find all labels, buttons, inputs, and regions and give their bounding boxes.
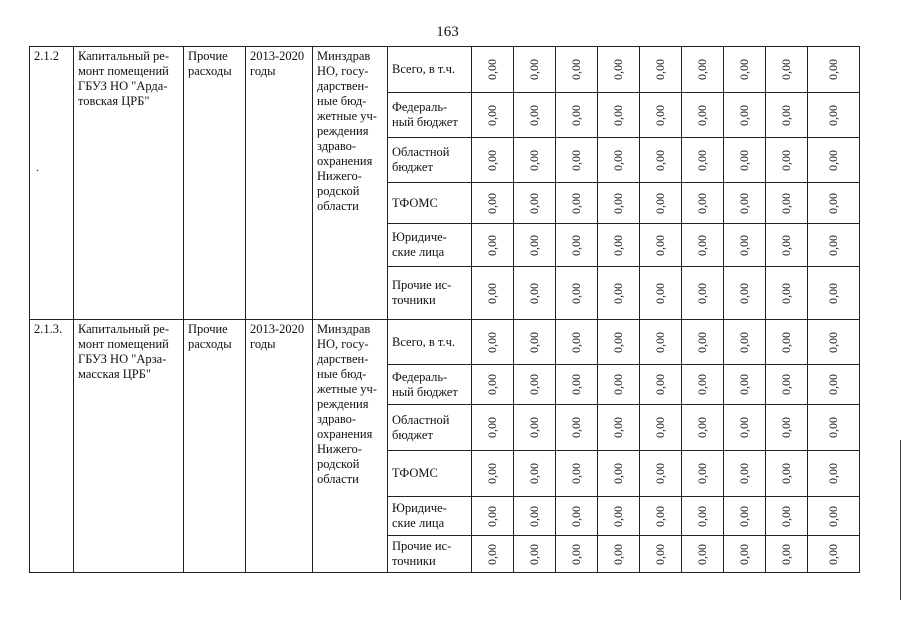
value-text: 0,00 xyxy=(611,463,625,484)
value-cell xyxy=(682,183,724,224)
stray-mark: . xyxy=(36,160,39,174)
value-text: 0,00 xyxy=(653,417,667,438)
value-text: 0,00 xyxy=(737,463,751,484)
value-text: 0,00 xyxy=(779,149,793,171)
value-cell xyxy=(808,451,860,497)
value-text: 0,00 xyxy=(826,192,840,214)
value-cell xyxy=(556,183,598,224)
value-text: 0,00 xyxy=(826,543,840,565)
value-text: 0,00 xyxy=(826,234,840,256)
value-text: 0,00 xyxy=(569,463,583,484)
value-cell xyxy=(556,138,598,183)
value-text: 0,00 xyxy=(611,282,625,304)
value-text: 0,00 xyxy=(737,505,751,527)
value-text: 0,00 xyxy=(527,104,541,126)
value-text: 0,00 xyxy=(611,149,625,171)
value-text: 0,00 xyxy=(569,234,583,256)
value-text: 0,00 xyxy=(653,192,667,214)
value-cell xyxy=(514,93,556,138)
value-cell xyxy=(766,47,808,93)
table-row xyxy=(30,47,860,93)
value-cell xyxy=(640,451,682,497)
value-cell xyxy=(472,405,514,451)
value-cell xyxy=(682,267,724,320)
value-cell xyxy=(724,267,766,320)
value-cell xyxy=(556,536,598,573)
value-text: 0,00 xyxy=(527,331,541,353)
executor: Минздрав НО, госу- дарствен- ные бюд- жетные уч- реждения здраво- охранения Нижего- родской области xyxy=(313,47,388,320)
value-text: 0,00 xyxy=(527,149,541,171)
page-edge-line xyxy=(900,440,901,600)
value-text: 0,00 xyxy=(779,505,793,527)
value-text: 0,00 xyxy=(779,374,793,395)
value-cell xyxy=(724,320,766,365)
value-cell xyxy=(682,536,724,573)
value-text: 0,00 xyxy=(653,331,667,353)
value-cell xyxy=(766,405,808,451)
value-cell xyxy=(598,405,640,451)
value-text: 0,00 xyxy=(779,543,793,565)
value-text: 0,00 xyxy=(611,192,625,214)
value-text: 0,00 xyxy=(485,505,499,527)
value-cell xyxy=(556,320,598,365)
value-text: 0,00 xyxy=(653,104,667,126)
value-cell xyxy=(472,320,514,365)
value-cell xyxy=(766,536,808,573)
item-code: 2.1.2 xyxy=(30,47,74,320)
value-cell xyxy=(808,497,860,536)
value-text: 0,00 xyxy=(485,417,499,438)
value-text: 0,00 xyxy=(569,417,583,438)
value-text: 0,00 xyxy=(695,192,709,214)
funding-source: Прочие ис- точники xyxy=(388,536,472,573)
value-text: 0,00 xyxy=(653,374,667,395)
value-cell xyxy=(640,267,682,320)
value-text: 0,00 xyxy=(569,149,583,171)
value-cell xyxy=(598,451,640,497)
funding-source: Областной бюджет xyxy=(388,405,472,451)
value-cell xyxy=(472,138,514,183)
value-cell xyxy=(808,183,860,224)
value-cell xyxy=(556,47,598,93)
value-text: 0,00 xyxy=(653,234,667,256)
value-cell xyxy=(598,320,640,365)
period: 2013-2020 годы xyxy=(246,320,313,573)
period: 2013-2020 годы xyxy=(246,47,313,320)
value-text: 0,00 xyxy=(826,59,840,80)
value-text: 0,00 xyxy=(695,234,709,256)
value-cell xyxy=(598,536,640,573)
value-text: 0,00 xyxy=(779,463,793,484)
value-text: 0,00 xyxy=(695,417,709,438)
value-text: 0,00 xyxy=(826,374,840,395)
value-text: 0,00 xyxy=(527,282,541,304)
value-text: 0,00 xyxy=(695,543,709,565)
value-text: 0,00 xyxy=(779,104,793,126)
value-cell xyxy=(598,267,640,320)
value-cell xyxy=(808,47,860,93)
value-cell xyxy=(808,320,860,365)
value-cell xyxy=(640,320,682,365)
value-cell xyxy=(766,267,808,320)
value-cell xyxy=(808,536,860,573)
value-cell xyxy=(724,497,766,536)
value-cell xyxy=(808,224,860,267)
value-text: 0,00 xyxy=(695,374,709,395)
value-text: 0,00 xyxy=(653,59,667,80)
value-cell xyxy=(640,183,682,224)
value-text: 0,00 xyxy=(737,149,751,171)
value-text: 0,00 xyxy=(569,543,583,565)
value-text: 0,00 xyxy=(737,59,751,80)
funding-source: Юридиче- ские лица xyxy=(388,497,472,536)
value-text: 0,00 xyxy=(527,505,541,527)
value-text: 0,00 xyxy=(485,463,499,484)
value-cell xyxy=(682,451,724,497)
value-cell xyxy=(472,451,514,497)
value-text: 0,00 xyxy=(695,331,709,353)
table-body xyxy=(30,47,860,573)
value-text: 0,00 xyxy=(695,463,709,484)
value-text: 0,00 xyxy=(611,104,625,126)
value-text: 0,00 xyxy=(527,417,541,438)
value-cell xyxy=(640,497,682,536)
value-cell xyxy=(598,365,640,405)
value-text: 0,00 xyxy=(569,59,583,80)
value-cell xyxy=(724,405,766,451)
value-cell xyxy=(514,451,556,497)
value-text: 0,00 xyxy=(779,417,793,438)
value-cell xyxy=(472,536,514,573)
value-cell xyxy=(808,267,860,320)
value-text: 0,00 xyxy=(653,149,667,171)
page-number: 163 xyxy=(436,24,459,40)
value-cell xyxy=(724,536,766,573)
value-text: 0,00 xyxy=(826,282,840,304)
value-cell xyxy=(724,138,766,183)
value-text: 0,00 xyxy=(826,149,840,171)
value-cell xyxy=(514,47,556,93)
funding-source: Федераль- ный бюджет xyxy=(388,93,472,138)
value-text: 0,00 xyxy=(485,543,499,565)
value-text: 0,00 xyxy=(485,104,499,126)
value-text: 0,00 xyxy=(611,543,625,565)
value-text: 0,00 xyxy=(737,234,751,256)
value-cell xyxy=(640,224,682,267)
value-cell xyxy=(598,138,640,183)
value-text: 0,00 xyxy=(653,282,667,304)
value-text: 0,00 xyxy=(695,505,709,527)
value-text: 0,00 xyxy=(779,234,793,256)
value-text: 0,00 xyxy=(527,192,541,214)
value-cell xyxy=(514,267,556,320)
value-cell xyxy=(556,497,598,536)
funding-source: Федераль- ный бюджет xyxy=(388,365,472,405)
value-text: 0,00 xyxy=(611,505,625,527)
value-text: 0,00 xyxy=(527,59,541,80)
value-cell xyxy=(556,365,598,405)
value-cell xyxy=(682,224,724,267)
value-cell xyxy=(598,224,640,267)
value-cell xyxy=(514,224,556,267)
value-text: 0,00 xyxy=(653,463,667,484)
value-text: 0,00 xyxy=(611,59,625,80)
value-text: 0,00 xyxy=(527,543,541,565)
value-text: 0,00 xyxy=(485,59,499,80)
value-cell xyxy=(514,405,556,451)
value-cell xyxy=(556,405,598,451)
value-text: 0,00 xyxy=(695,104,709,126)
value-cell xyxy=(808,93,860,138)
value-text: 0,00 xyxy=(653,543,667,565)
funding-source: Всего, в т.ч. xyxy=(388,47,472,93)
value-text: 0,00 xyxy=(527,234,541,256)
funding-source: Областной бюджет xyxy=(388,138,472,183)
value-text: 0,00 xyxy=(779,59,793,80)
value-cell xyxy=(598,93,640,138)
value-cell xyxy=(556,451,598,497)
value-cell xyxy=(472,365,514,405)
value-cell xyxy=(766,451,808,497)
value-text: 0,00 xyxy=(485,282,499,304)
value-cell xyxy=(640,47,682,93)
value-cell xyxy=(724,47,766,93)
value-cell xyxy=(598,47,640,93)
value-text: 0,00 xyxy=(485,374,499,395)
value-cell xyxy=(682,405,724,451)
value-text: 0,00 xyxy=(611,374,625,395)
value-cell xyxy=(682,93,724,138)
value-text: 0,00 xyxy=(826,331,840,353)
value-cell xyxy=(598,497,640,536)
value-text: 0,00 xyxy=(737,374,751,395)
value-text: 0,00 xyxy=(695,282,709,304)
value-cell xyxy=(556,224,598,267)
funding-source: Прочие ис- точники xyxy=(388,267,472,320)
value-cell xyxy=(682,320,724,365)
value-cell xyxy=(514,497,556,536)
value-cell xyxy=(724,183,766,224)
value-cell xyxy=(640,93,682,138)
value-cell xyxy=(556,267,598,320)
value-cell xyxy=(766,497,808,536)
value-cell xyxy=(682,138,724,183)
value-text: 0,00 xyxy=(485,234,499,256)
item-code: 2.1.3. xyxy=(30,320,74,573)
value-cell xyxy=(682,47,724,93)
value-text: 0,00 xyxy=(826,463,840,484)
value-cell xyxy=(514,138,556,183)
value-text: 0,00 xyxy=(737,543,751,565)
value-cell xyxy=(766,320,808,365)
expense-type: Прочие расходы xyxy=(184,320,246,573)
value-text: 0,00 xyxy=(485,331,499,353)
value-cell xyxy=(640,365,682,405)
value-cell xyxy=(724,93,766,138)
budget-table xyxy=(29,46,860,573)
value-cell xyxy=(472,47,514,93)
value-cell xyxy=(808,405,860,451)
value-text: 0,00 xyxy=(737,417,751,438)
value-text: 0,00 xyxy=(737,282,751,304)
value-text: 0,00 xyxy=(485,192,499,214)
value-cell xyxy=(640,405,682,451)
value-cell xyxy=(640,138,682,183)
expense-type: Прочие расходы xyxy=(184,47,246,320)
value-text: 0,00 xyxy=(779,282,793,304)
value-text: 0,00 xyxy=(826,417,840,438)
funding-source: Всего, в т.ч. xyxy=(388,320,472,365)
value-cell xyxy=(640,536,682,573)
value-text: 0,00 xyxy=(779,192,793,214)
value-text: 0,00 xyxy=(737,104,751,126)
value-cell xyxy=(808,138,860,183)
value-text: 0,00 xyxy=(611,417,625,438)
value-cell xyxy=(556,93,598,138)
value-text: 0,00 xyxy=(826,505,840,527)
value-cell xyxy=(766,224,808,267)
value-cell xyxy=(808,365,860,405)
value-cell xyxy=(472,224,514,267)
value-text: 0,00 xyxy=(653,505,667,527)
funding-source: ТФОМС xyxy=(388,451,472,497)
value-cell xyxy=(514,183,556,224)
value-cell xyxy=(514,320,556,365)
value-cell xyxy=(766,183,808,224)
value-cell xyxy=(514,365,556,405)
value-text: 0,00 xyxy=(527,374,541,395)
value-cell xyxy=(724,451,766,497)
value-cell xyxy=(472,497,514,536)
value-text: 0,00 xyxy=(569,282,583,304)
value-cell xyxy=(472,267,514,320)
value-text: 0,00 xyxy=(569,192,583,214)
value-cell xyxy=(472,93,514,138)
item-name: Капитальный ре- монт помещений ГБУЗ НО "Арда- товская ЦРБ" xyxy=(74,47,184,320)
value-text: 0,00 xyxy=(737,192,751,214)
value-cell xyxy=(472,183,514,224)
value-cell xyxy=(766,138,808,183)
value-text: 0,00 xyxy=(695,149,709,171)
table-row xyxy=(30,320,860,365)
value-cell xyxy=(724,365,766,405)
value-text: 0,00 xyxy=(569,331,583,353)
funding-source: Юридиче- ские лица xyxy=(388,224,472,267)
funding-source: ТФОМС xyxy=(388,183,472,224)
value-cell xyxy=(766,365,808,405)
value-cell xyxy=(598,183,640,224)
value-text: 0,00 xyxy=(779,331,793,353)
value-text: 0,00 xyxy=(569,374,583,395)
executor: Минздрав НО, госу- дарствен- ные бюд- жетные уч- реждения здраво- охранения Нижего- родской области xyxy=(313,320,388,573)
value-cell xyxy=(766,93,808,138)
value-text: 0,00 xyxy=(569,104,583,126)
value-text: 0,00 xyxy=(611,331,625,353)
value-cell xyxy=(514,536,556,573)
value-text: 0,00 xyxy=(485,149,499,171)
value-cell xyxy=(682,497,724,536)
value-text: 0,00 xyxy=(695,59,709,80)
value-cell xyxy=(724,224,766,267)
value-text: 0,00 xyxy=(826,104,840,126)
value-text: 0,00 xyxy=(569,505,583,527)
item-name: Капитальный ре- монт помещений ГБУЗ НО "Арза- масская ЦРБ" xyxy=(74,320,184,573)
value-cell xyxy=(682,365,724,405)
value-text: 0,00 xyxy=(737,331,751,353)
value-text: 0,00 xyxy=(611,234,625,256)
value-text: 0,00 xyxy=(527,463,541,484)
